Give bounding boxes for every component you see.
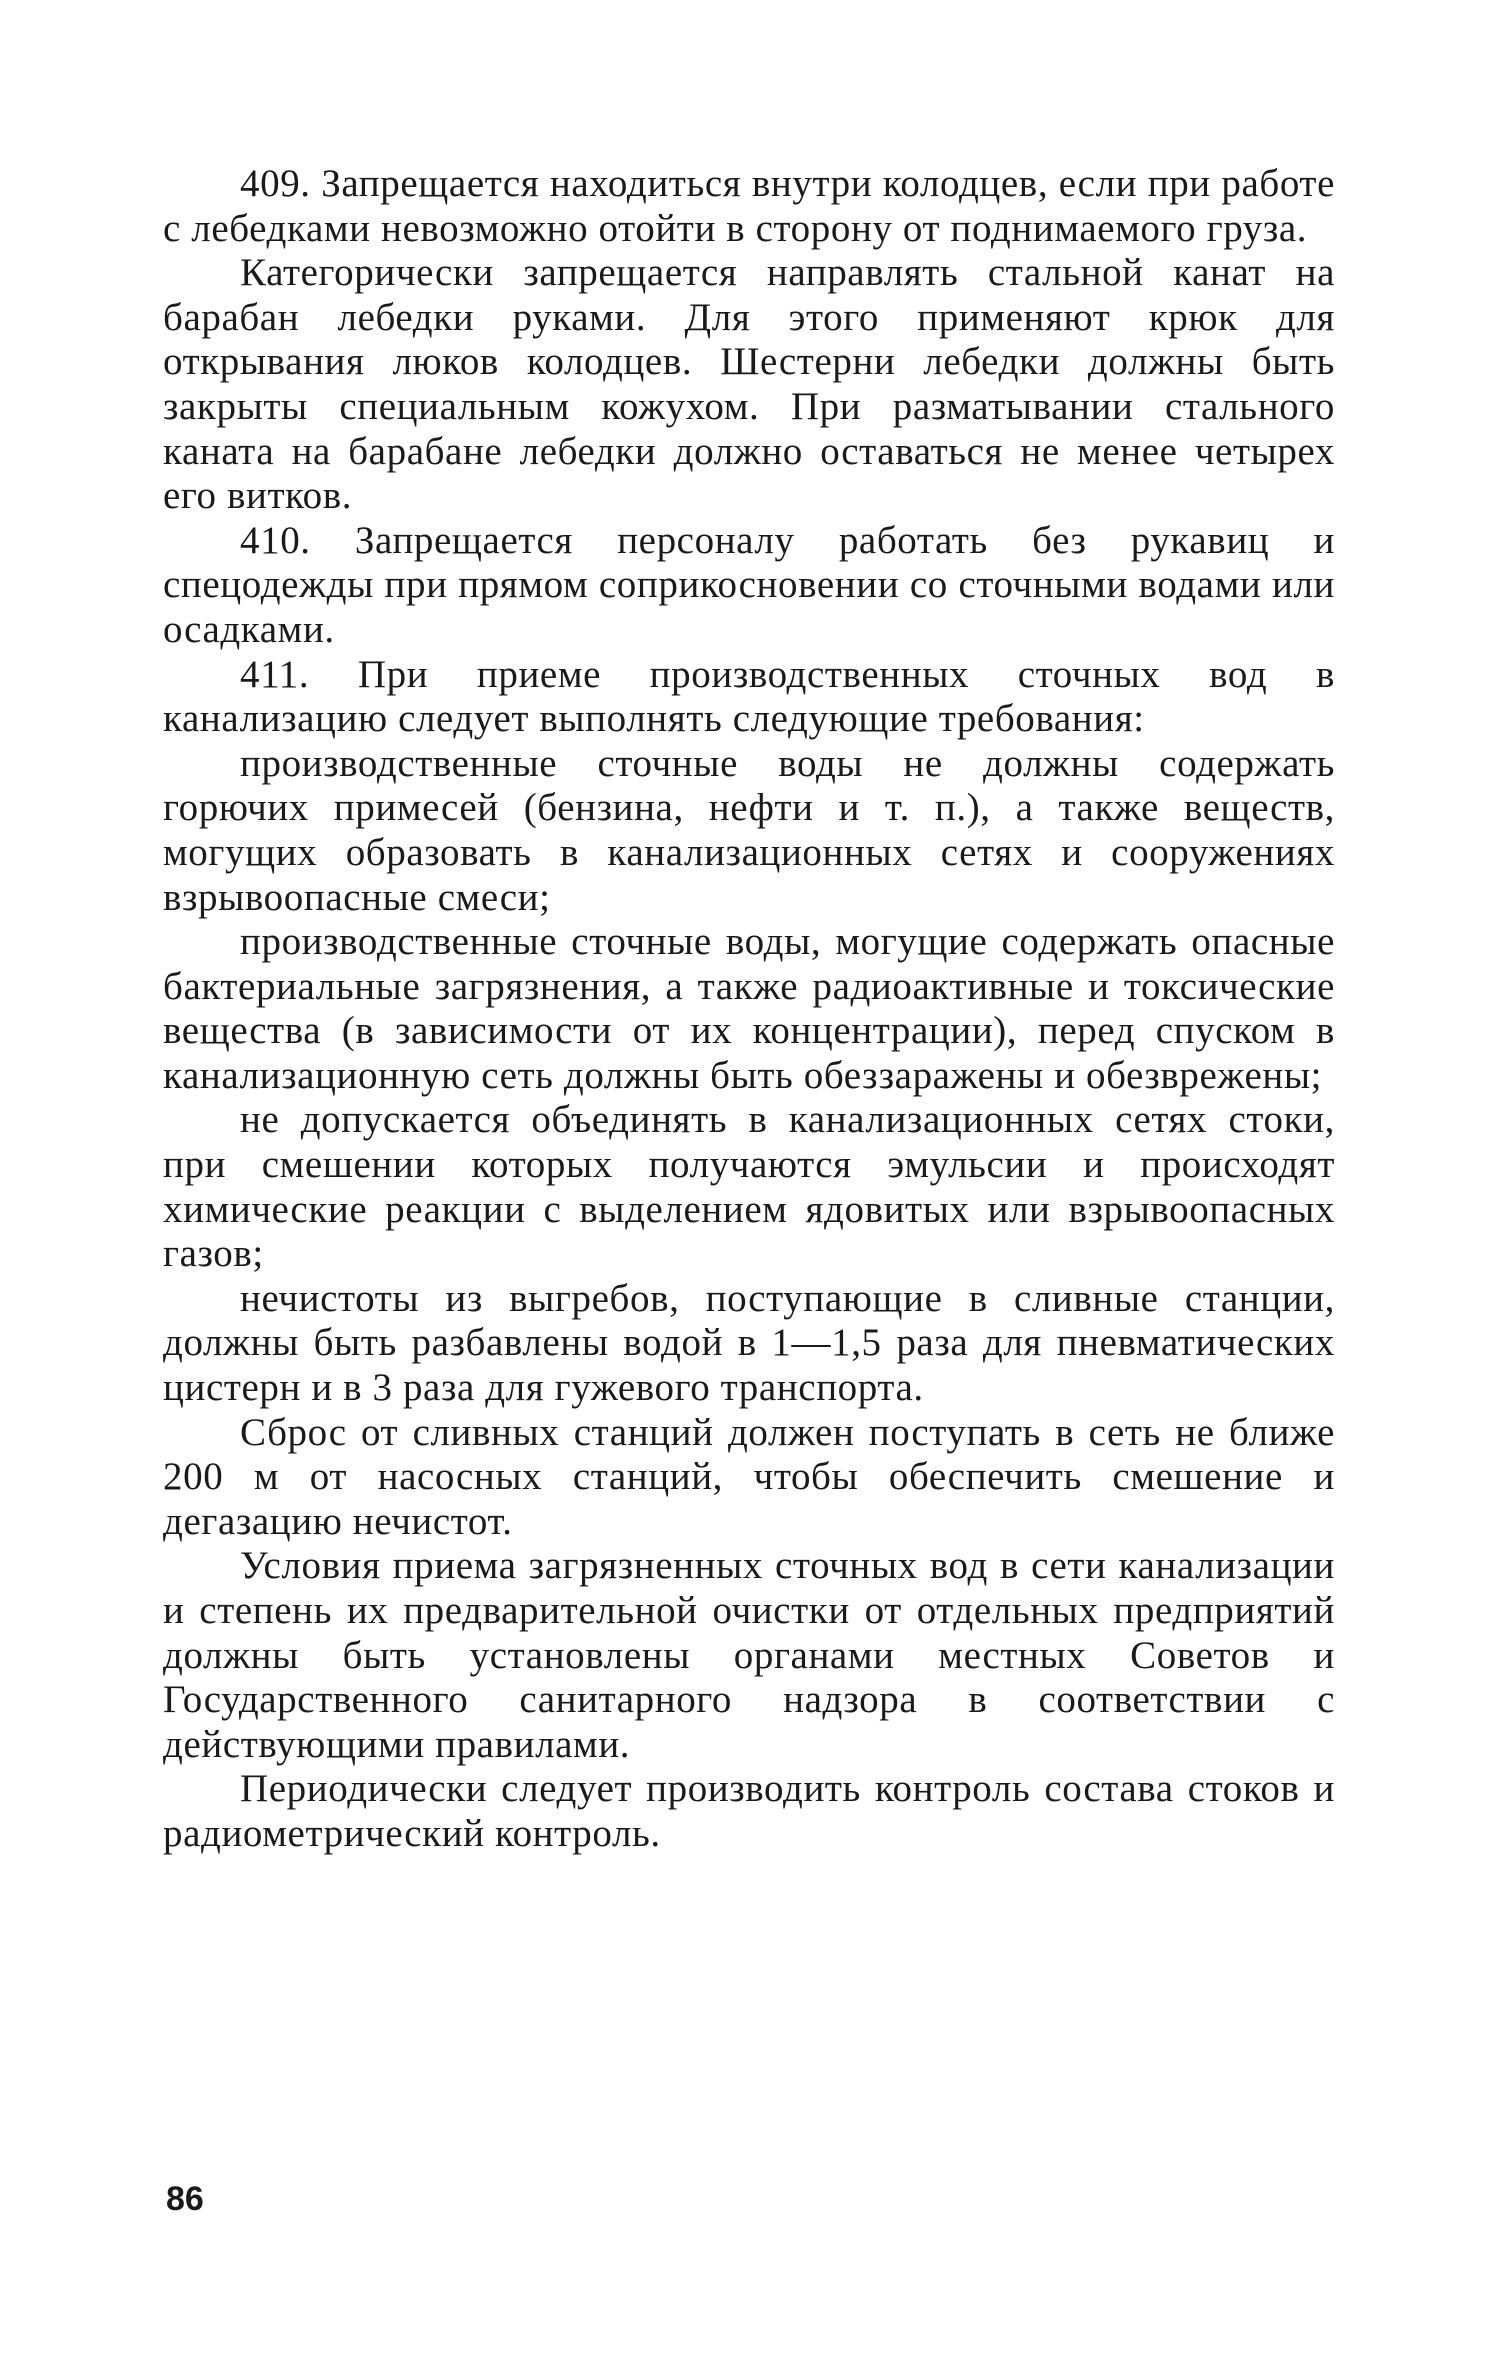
requirement-bacterial: производственные сточные воды, могущие содержать опасные бактериальные загрязнения, а также радиоактивные и токсические вещества (в зависимости от их концентрации), перед спуском в канализационную сеть должны быть обеззаражены и обезврежены; [163, 920, 1335, 1097]
paragraph-discharge: Сброс от сливных станций должен поступать в сеть не ближе 200 м от насосных станций, чтобы обеспечить смешение и дегазацию нечистот. [163, 1410, 1335, 1543]
paragraph-411: 411. При приеме производственных сточных вод в канализацию следует выполнять следующие требования: [163, 652, 1335, 741]
paragraph-periodic-control: Периодически следует производить контроль состава стоков и радиометрический контроль. [163, 1767, 1335, 1855]
paragraph-409: 409. Запрещается находиться внутри колодцев, если при работе с лебедками невозможно отойти в сторону от поднимаемого груза. [163, 162, 1335, 250]
requirement-dilution: нечистоты из выгребов, поступающие в сливные станции, должны быть разбавлены водой в 1—1,5 раза для пневматических цистерн и в 3 раза для гужевого транспорта. [163, 1276, 1335, 1410]
paragraph-410: 410. Запрещается персоналу работать без рукавиц и спецодежды при прямом соприкосновении со сточными водами или осадками. [163, 518, 1335, 651]
requirement-mixing: не допускается объединять в канализационных сетях стоки, при смешении которых получаются эмульсии и происходят химические реакции с выделением ядовитых или взрывоопасных газов; [163, 1098, 1335, 1276]
paragraph-winch-rules: Категорически запрещается направлять стальной канат на барабан лебедки руками. Для этого применяют крюк для открывания люков колодцев. Шестерни лебедки должны быть закрыты специальным кожухом. При разматывании стального каната на барабане лебедки должно оставаться не менее четырех его витков. [163, 251, 1335, 518]
requirement-flammable: производственные сточные воды не должны содержать горючих примесей (бензина, нефти и т. п.), а также веществ, могущих образовать в канализационных сетях и сооружениях взрывоопасные смеси; [163, 741, 1335, 919]
body-text [163, 162, 1335, 1857]
page-number: 86 [166, 2180, 204, 2218]
paragraph-conditions: Условия приема загрязненных сточных вод в сети канализации и степень их предварительной очистки от отдельных предприятий должны быть установлены органами местных Советов и Государственного санитарного надзора в соответствии с действующими правилами. [163, 1544, 1335, 1766]
